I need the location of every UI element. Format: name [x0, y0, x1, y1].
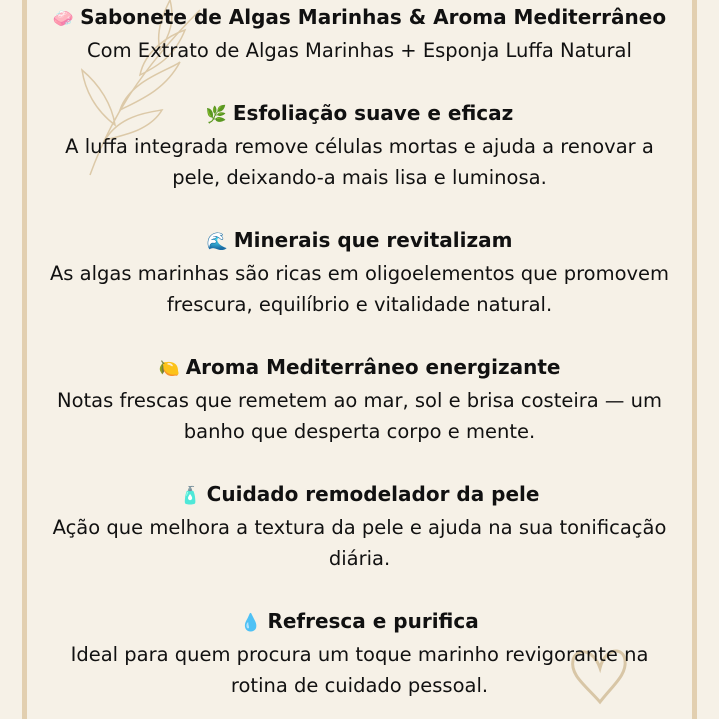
- section-text: A luffa integrada remove células mortas e ajuda a renovar a: [65, 135, 654, 158]
- section-heading: Cuidado remodelador da pele: [206, 482, 540, 506]
- droplet-icon: 💧: [240, 613, 262, 633]
- lemon-icon: 🍋: [158, 359, 180, 379]
- section-refresh: [26, 606, 693, 701]
- section-text: banho que desperta corpo e mente.: [183, 420, 536, 443]
- product-title: 🧼 Sabonete de Algas Marinhas & Aroma Mediterrâneo: [52, 5, 667, 29]
- section-text: As algas marinhas são ricas em oligoelementos que promovem: [49, 262, 670, 285]
- lotion-bottle-icon: 🧴: [179, 486, 201, 506]
- soap-icon: 🧼: [52, 9, 75, 29]
- wave-icon: 🌊: [206, 232, 228, 252]
- section-text: Notas frescas que remetem ao mar, sol e brisa costeira — um: [56, 389, 662, 412]
- section-text: frescura, equilíbrio e vitalidade natural.: [166, 293, 553, 316]
- section-minerals: [26, 225, 693, 320]
- section-exfoliation: [26, 98, 693, 193]
- section-heading: Refresca e purifica: [267, 609, 479, 633]
- section-text: pele, deixando-a mais lisa e luminosa.: [172, 166, 547, 189]
- section-skin-care: [26, 479, 693, 574]
- section-heading: Aroma Mediterrâneo energizante: [185, 355, 561, 379]
- product-description: [26, 2, 693, 701]
- product-subtitle: Com Extrato de Algas Marinhas + Esponja Luffa Natural: [87, 39, 632, 62]
- section-text: Ideal para quem procura um toque marinho revigorante na: [70, 643, 649, 666]
- section-aroma: [26, 352, 693, 447]
- herb-icon: 🌿: [205, 105, 227, 125]
- section-heading: Esfoliação suave e eficaz: [232, 101, 514, 125]
- section-text: rotina de cuidado pessoal.: [230, 674, 489, 697]
- section-text: Ação que melhora a textura da pele e ajuda na sua tonificação: [52, 516, 667, 539]
- section-heading: Minerais que revitalizam: [233, 228, 513, 252]
- section-text: diária.: [328, 547, 391, 570]
